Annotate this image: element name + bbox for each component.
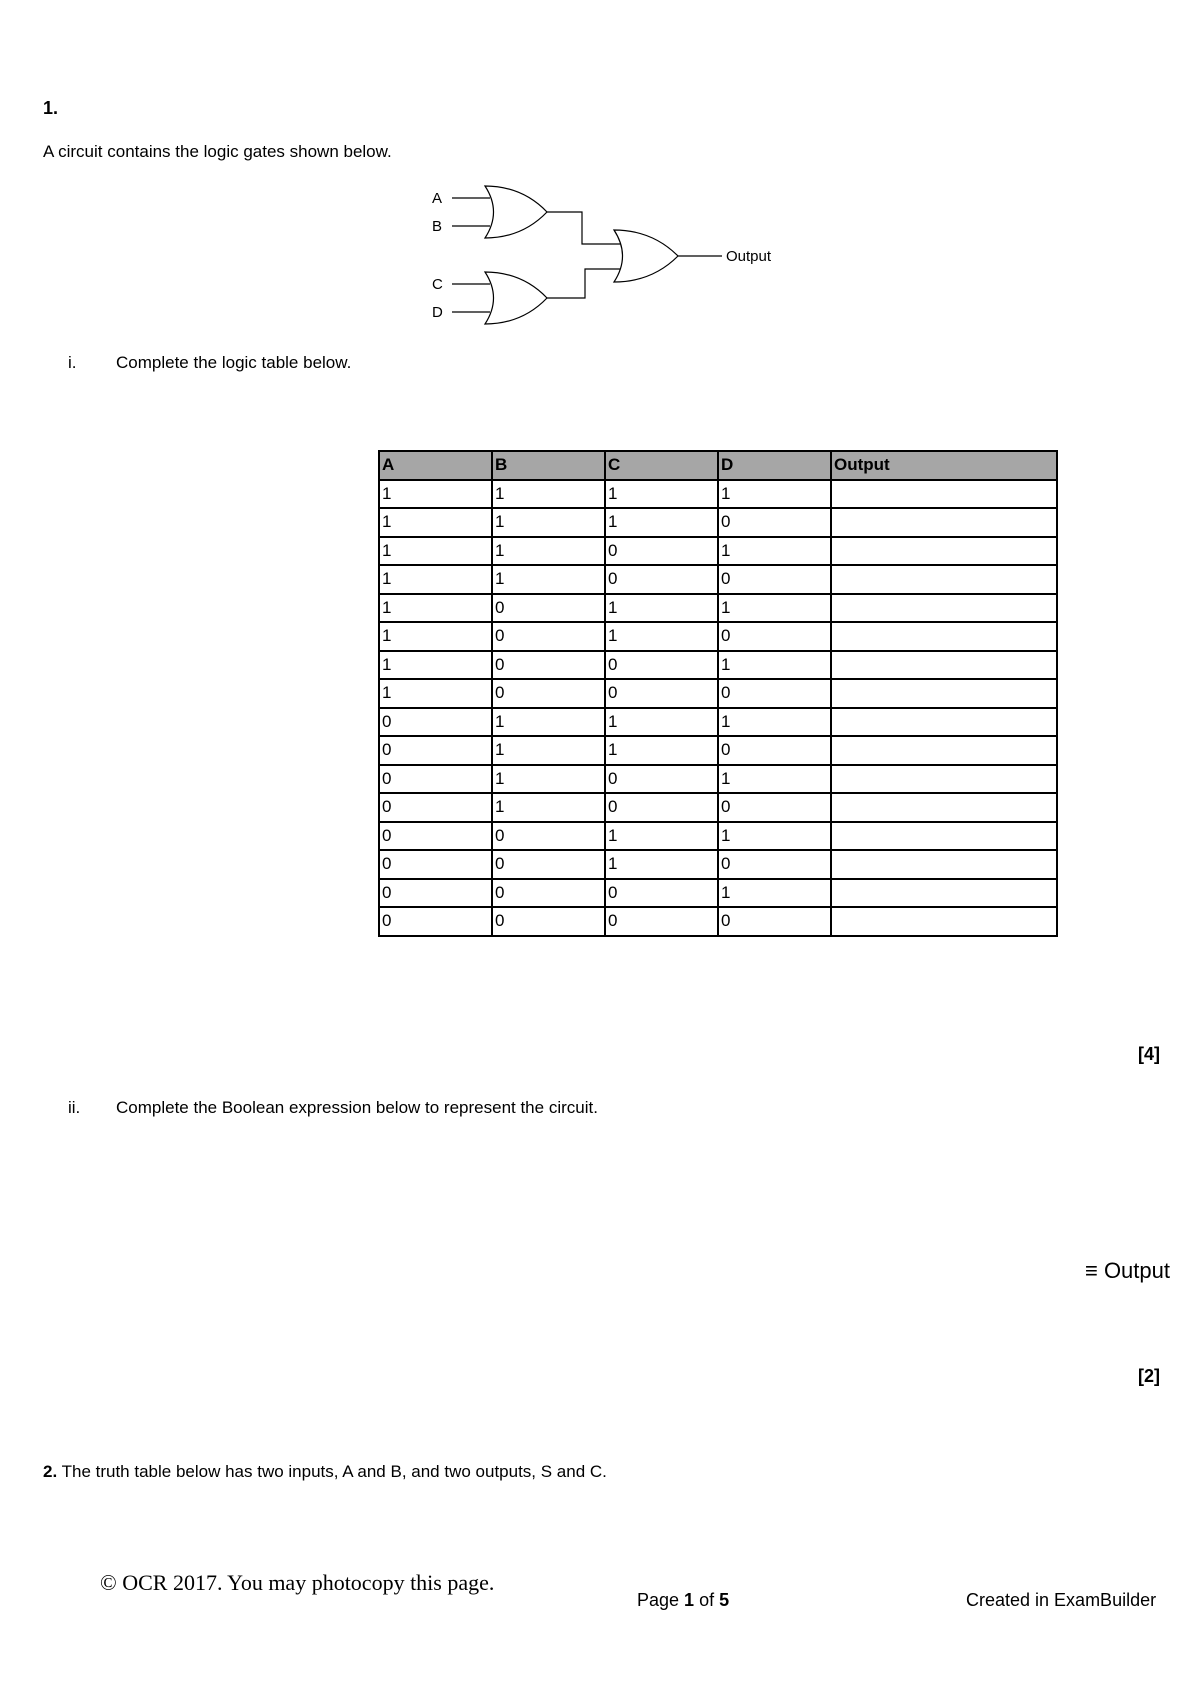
output-label: Output — [726, 248, 772, 265]
table-cell: 0 — [492, 594, 605, 623]
question-2-number: 2. — [43, 1462, 58, 1481]
or-gate-output — [614, 230, 678, 282]
or-gate-bottom — [485, 272, 547, 324]
table-header-row — [379, 451, 1057, 480]
table-cell: 0 — [492, 850, 605, 879]
output-cell[interactable] — [831, 565, 1057, 594]
input-label-c: C — [432, 276, 443, 293]
table-cell: 0 — [379, 822, 492, 851]
table-cell: 1 — [718, 765, 831, 794]
table-cell: 1 — [492, 537, 605, 566]
table-cell: 1 — [718, 651, 831, 680]
table-cell: 0 — [605, 879, 718, 908]
table-cell: 0 — [605, 793, 718, 822]
table-row — [379, 793, 1057, 822]
table-cell: 1 — [718, 480, 831, 509]
table-cell: 1 — [605, 708, 718, 737]
table-cell: 1 — [718, 879, 831, 908]
table-row — [379, 708, 1057, 737]
table-cell: 0 — [492, 879, 605, 908]
table-cell: 0 — [718, 622, 831, 651]
part-ii-instruction: Complete the Boolean expression below to represent the circuit. — [116, 1098, 598, 1117]
part-i-instruction: Complete the logic table below. — [116, 353, 352, 372]
table-cell: 1 — [379, 480, 492, 509]
output-cell[interactable] — [831, 850, 1057, 879]
page-prefix: Page — [637, 1590, 685, 1610]
table-cell: 0 — [718, 793, 831, 822]
table-cell: 1 — [492, 565, 605, 594]
input-label-a: A — [432, 190, 443, 207]
table-row — [379, 736, 1057, 765]
table-cell: 0 — [379, 879, 492, 908]
table-row — [379, 907, 1057, 936]
table-cell: 0 — [605, 907, 718, 936]
footer-page-number — [637, 1590, 729, 1611]
expression-tail: ≡ Output — [1085, 1258, 1170, 1283]
table-cell: 0 — [492, 622, 605, 651]
table-cell: 1 — [492, 508, 605, 537]
output-cell[interactable] — [831, 537, 1057, 566]
table-cell: 1 — [492, 736, 605, 765]
table-cell: 0 — [379, 708, 492, 737]
output-cell[interactable] — [831, 879, 1057, 908]
header-b: B — [492, 451, 605, 480]
table-cell: 0 — [605, 537, 718, 566]
output-cell[interactable] — [831, 822, 1057, 851]
table-cell: 1 — [379, 537, 492, 566]
output-cell[interactable] — [831, 907, 1057, 936]
page-total: 5 — [719, 1590, 730, 1610]
table-cell: 1 — [605, 850, 718, 879]
table-cell: 0 — [718, 679, 831, 708]
table-row — [379, 679, 1057, 708]
output-cell[interactable] — [831, 480, 1057, 509]
footer-created: Created in ExamBuilder — [966, 1590, 1157, 1610]
question-number: 1. — [43, 98, 59, 118]
table-cell: 1 — [605, 594, 718, 623]
page-of: of — [694, 1590, 720, 1610]
table-row — [379, 822, 1057, 851]
table-cell: 0 — [605, 765, 718, 794]
table-cell: 0 — [379, 765, 492, 794]
table-cell: 1 — [605, 622, 718, 651]
output-cell[interactable] — [831, 793, 1057, 822]
table-cell: 0 — [379, 907, 492, 936]
output-cell[interactable] — [831, 508, 1057, 537]
input-label-b: B — [432, 218, 443, 235]
question-2-text: The truth table below has two inputs, A and B, and two outputs, S and C. — [57, 1462, 607, 1481]
table-cell: 1 — [492, 793, 605, 822]
question-2 — [43, 1462, 607, 1482]
table-cell: 1 — [379, 594, 492, 623]
table-cell: 1 — [718, 594, 831, 623]
logic-table — [378, 450, 1058, 937]
table-cell: 1 — [718, 822, 831, 851]
part-ii-numeral: ii. — [68, 1098, 81, 1117]
footer-copyright: © OCR 2017. You may photocopy this page. — [100, 1570, 495, 1595]
table-cell: 1 — [492, 765, 605, 794]
or-gate-top — [485, 186, 547, 238]
table-cell: 0 — [492, 907, 605, 936]
table-cell: 1 — [605, 736, 718, 765]
question-intro: A circuit contains the logic gates shown below. — [43, 142, 392, 161]
input-label-d: D — [432, 304, 443, 321]
header-d: D — [718, 451, 831, 480]
table-row — [379, 480, 1057, 509]
table-cell: 0 — [605, 565, 718, 594]
output-cell[interactable] — [831, 708, 1057, 737]
table-cell: 0 — [379, 850, 492, 879]
table-cell: 1 — [492, 480, 605, 509]
table-row — [379, 594, 1057, 623]
table-cell: 1 — [379, 679, 492, 708]
table-cell: 0 — [605, 679, 718, 708]
output-cell[interactable] — [831, 594, 1057, 623]
table-cell: 0 — [492, 651, 605, 680]
table-cell: 1 — [605, 508, 718, 537]
output-cell[interactable] — [831, 651, 1057, 680]
table-row — [379, 850, 1057, 879]
table-cell: 0 — [718, 508, 831, 537]
table-cell: 1 — [605, 480, 718, 509]
table-cell: 1 — [718, 537, 831, 566]
table-cell: 1 — [379, 651, 492, 680]
table-row — [379, 651, 1057, 680]
header-a: A — [379, 451, 492, 480]
table-cell: 0 — [492, 679, 605, 708]
table-cell: 0 — [379, 736, 492, 765]
table-cell: 1 — [605, 822, 718, 851]
table-cell: 0 — [718, 850, 831, 879]
table-row — [379, 879, 1057, 908]
logic-circuit-diagram — [430, 180, 790, 340]
page-current: 1 — [684, 1590, 695, 1610]
table-cell: 0 — [718, 565, 831, 594]
header-output: Output — [831, 451, 1057, 480]
table-cell: 1 — [492, 708, 605, 737]
table-cell: 1 — [379, 508, 492, 537]
output-cell[interactable] — [831, 765, 1057, 794]
table-row — [379, 622, 1057, 651]
table-cell: 0 — [492, 822, 605, 851]
table-cell: 0 — [718, 907, 831, 936]
table-row — [379, 508, 1057, 537]
table-cell: 1 — [379, 565, 492, 594]
table-cell: 0 — [379, 793, 492, 822]
output-cell[interactable] — [831, 622, 1057, 651]
part-i-numeral: i. — [68, 353, 77, 372]
header-c: C — [605, 451, 718, 480]
table-cell: 0 — [605, 651, 718, 680]
table-cell: 1 — [718, 708, 831, 737]
table-row — [379, 765, 1057, 794]
table-cell: 0 — [718, 736, 831, 765]
table-row — [379, 537, 1057, 566]
table-cell: 1 — [379, 622, 492, 651]
output-cell[interactable] — [831, 679, 1057, 708]
table-row — [379, 565, 1057, 594]
output-cell[interactable] — [831, 736, 1057, 765]
